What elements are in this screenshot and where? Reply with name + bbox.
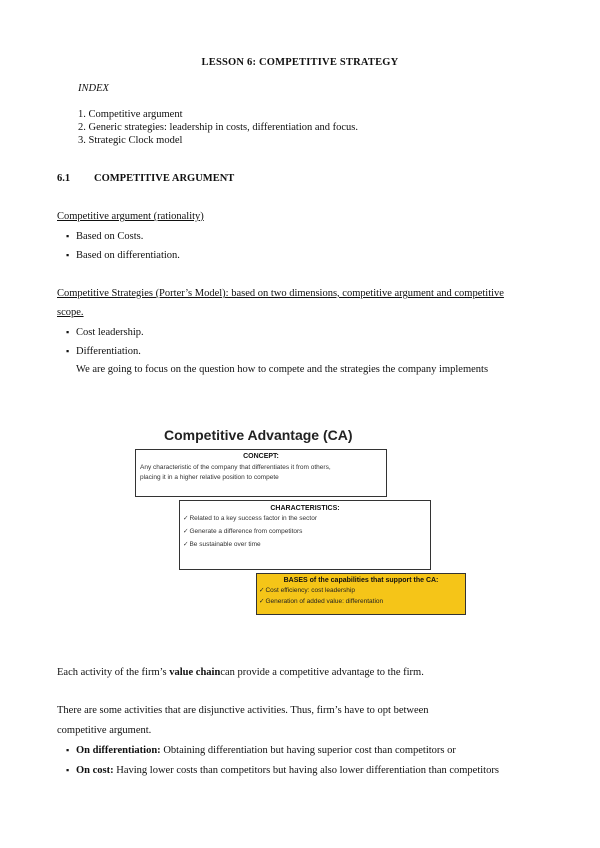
bases-item	[257, 597, 465, 607]
list-item-text: Cost leadership.	[76, 327, 144, 338]
concept-text: Any characteristic of the company that differentiates it from others,	[140, 464, 331, 471]
section-number: 6.1	[57, 173, 71, 184]
list-item-text: Based on Costs.	[76, 231, 144, 242]
disjunctive-paragraph-cont: competitive argument.	[57, 725, 152, 736]
list-item	[66, 250, 180, 261]
list-item-text: Differentiation.	[76, 346, 141, 357]
check-icon: ✓	[259, 587, 265, 594]
characteristic-item	[180, 527, 430, 537]
concept-box	[135, 449, 387, 497]
strategies-heading-cont: scope.	[57, 307, 84, 318]
check-icon: ✓	[259, 598, 265, 605]
list-item-text: Based on differentiation.	[76, 250, 180, 261]
value-chain-text: can provide a competitive advantage to the firm.	[220, 667, 424, 678]
check-icon: ✓	[183, 541, 189, 548]
characteristics-header: CHARACTERISTICS:	[270, 505, 340, 512]
bases-header: BASES of the capabilities that support the CA:	[283, 577, 439, 584]
bases-box	[256, 573, 466, 615]
characteristic-item	[180, 540, 430, 550]
index-item: 3. Strategic Clock model	[78, 135, 183, 146]
section-heading	[57, 173, 234, 184]
index-item: 2. Generic strategies: leadership in costs, differentiation and focus.	[78, 122, 359, 133]
disjunctive-paragraph: There are some activities that are disjunctive activities. Thus, firm’s have to opt between	[57, 705, 429, 716]
bullet-icon: ▪	[66, 250, 70, 260]
index-label: INDEX	[78, 83, 109, 94]
characteristic-text: Be sustainable over time	[189, 541, 261, 548]
characteristics-box	[179, 500, 431, 570]
page-title: LESSON 6: COMPETITIVE STRATEGY	[201, 57, 399, 68]
characteristic-text: Generate a difference from competitors	[189, 528, 303, 535]
check-icon: ✓	[183, 515, 189, 522]
bullet-icon: ▪	[66, 745, 70, 755]
bases-text: Generation of added value: differentation	[265, 598, 384, 605]
argument-heading: Competitive argument (rationality)	[57, 211, 204, 222]
characteristic-item	[180, 514, 430, 524]
value-chain-term: value chain	[169, 667, 221, 678]
value-chain-paragraph	[57, 667, 424, 678]
bullet-icon: ▪	[66, 231, 70, 241]
diagram-title: Competitive Advantage (CA)	[164, 427, 353, 443]
bullet-icon: ▪	[66, 327, 70, 337]
bases-text: Cost efficiency: cost leadership	[265, 587, 355, 594]
list-item	[66, 327, 144, 338]
concept-text: placing it in a higher relative position to compete	[140, 474, 279, 481]
value-chain-text: Each activity of the firm’s	[57, 667, 170, 678]
list-item	[66, 231, 143, 242]
characteristic-text: Related to a key success factor in the sector	[189, 515, 317, 522]
option-text: Having lower costs than competitors but having also lower differentiation than competitors	[113, 765, 499, 776]
bullet-icon: ▪	[66, 346, 70, 356]
strategies-heading: Competitive Strategies (Porter’s Model): based on two dimensions, competitive argument and competitive	[57, 288, 504, 299]
option-label: On cost:	[76, 765, 114, 776]
list-item	[66, 765, 499, 776]
list-item	[66, 745, 456, 756]
bullet-icon: ▪	[66, 765, 70, 775]
option-label: On differentiation:	[76, 745, 161, 756]
option-text: Obtaining differentiation but having superior cost than competitors or	[160, 745, 456, 756]
list-item	[66, 346, 141, 357]
index-item: 1. Competitive argument	[78, 109, 183, 120]
concept-header: CONCEPT:	[243, 453, 279, 460]
check-icon: ✓	[183, 528, 189, 535]
bases-item	[257, 586, 465, 596]
strategies-note: We are going to focus on the question how to compete and the strategies the company implements	[76, 364, 489, 375]
section-title: COMPETITIVE ARGUMENT	[94, 173, 235, 184]
